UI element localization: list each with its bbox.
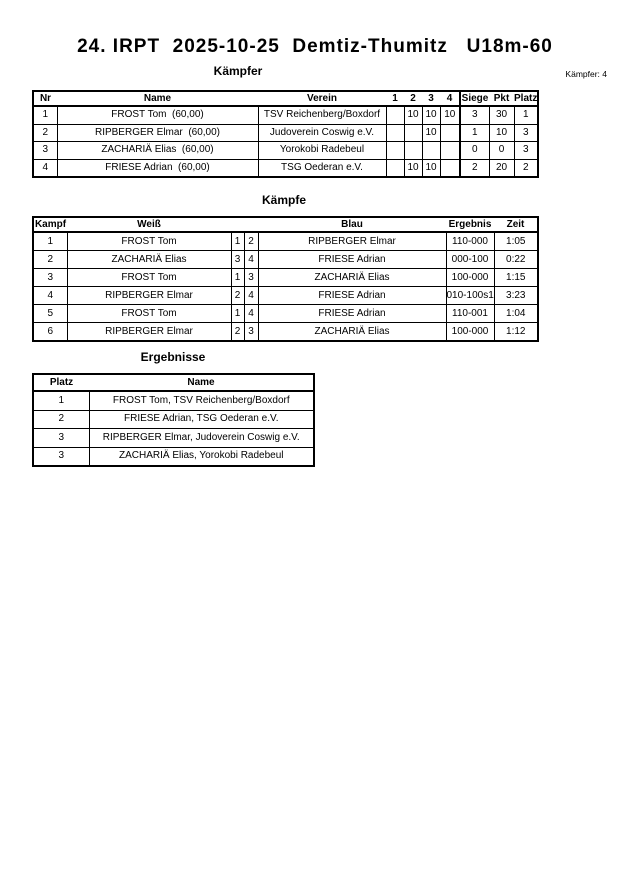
cell-platz: 2 [33, 410, 89, 429]
fights-table [32, 216, 539, 342]
cell-nr: 2 [33, 124, 57, 142]
cell-kampf-nr: 5 [33, 305, 67, 323]
cell-blau-nr: 4 [244, 287, 258, 305]
cell-blau-name: FRIESE Adrian [258, 251, 446, 269]
cell-zeit: 1:05 [494, 232, 538, 251]
header-round-1: 1 [386, 91, 404, 106]
header-kampf: Kampf [34, 219, 67, 230]
cell-zeit: 1:15 [494, 269, 538, 287]
results-section-title: Ergebnisse [140, 350, 206, 364]
cell-pkt: 20 [489, 159, 514, 177]
cell-round-1 [386, 106, 404, 124]
cell-pkt: 10 [489, 124, 514, 142]
header-ergebnis: Ergebnis [446, 217, 494, 232]
cell-blau-nr: 2 [244, 232, 258, 251]
cell-pkt: 0 [489, 142, 514, 160]
cell-weiss-name: ZACHARIÄ Elias [67, 251, 231, 269]
cell-name: ZACHARIÄ Elias (60,00) [57, 142, 258, 160]
cell-siege: 0 [460, 142, 489, 160]
cell-zeit: 3:23 [494, 287, 538, 305]
cell-blau-name: ZACHARIÄ Elias [258, 269, 446, 287]
table-row [33, 323, 538, 342]
table-row [33, 106, 538, 124]
cell-verein: TSV Reichenberg/Boxdorf [258, 106, 386, 124]
header-verein: Verein [258, 91, 386, 106]
table-row [33, 410, 314, 429]
cell-weiss-nr: 3 [231, 251, 244, 269]
table-row [33, 287, 538, 305]
cell-blau-name: RIPBERGER Elmar [258, 232, 446, 251]
cell-round-3 [422, 142, 440, 160]
fights-section-title: Kämpfe [261, 193, 306, 207]
header-empty [231, 217, 244, 232]
cell-round-3: 10 [422, 159, 440, 177]
cell-verein: TSG Oederan e.V. [258, 159, 386, 177]
cell-zeit: 0:22 [494, 251, 538, 269]
cell-round-1 [386, 124, 404, 142]
cell-blau-name: ZACHARIÄ Elias [258, 323, 446, 342]
cell-round-1 [386, 159, 404, 177]
cell-kampf-nr: 6 [33, 323, 67, 342]
cell-kampf-nr: 1 [33, 232, 67, 251]
cell-weiss-name: FROST Tom [67, 269, 231, 287]
cell-platz: 3 [514, 142, 538, 160]
cell-blau-name: FRIESE Adrian [258, 305, 446, 323]
table-row [33, 142, 538, 160]
cell-platz: 3 [33, 429, 89, 448]
cell-weiss-name: FROST Tom [67, 232, 231, 251]
cell-weiss-name: FROST Tom [67, 305, 231, 323]
cell-platz: 2 [514, 159, 538, 177]
cell-platz: 3 [33, 447, 89, 466]
table-row [33, 251, 538, 269]
header-nr: Nr [33, 91, 57, 106]
cell-ergebnis: 100-000 [446, 269, 494, 287]
cell-round-2: 10 [404, 106, 422, 124]
cell-nr: 4 [33, 159, 57, 177]
header-name: Name [89, 374, 314, 391]
cell-zeit: 1:12 [494, 323, 538, 342]
header-platz: Platz [33, 374, 89, 391]
table-header-row [33, 217, 538, 232]
cell-platz: 1 [514, 106, 538, 124]
page-title: 24. IRPT 2025-10-25 Demtiz-Thumitz U18m-60 [77, 36, 553, 57]
table-row [33, 447, 314, 466]
table-row [33, 429, 314, 448]
cell-name: RIPBERGER Elmar (60,00) [57, 124, 258, 142]
fighters-table [32, 90, 539, 178]
cell-round-1 [386, 142, 404, 160]
cell-siege: 3 [460, 106, 489, 124]
cell-name: FROST Tom (60,00) [57, 106, 258, 124]
cell-kampf-nr: 2 [33, 251, 67, 269]
header-name: Name [57, 91, 258, 106]
cell-name: FROST Tom, TSV Reichenberg/Boxdorf [89, 391, 314, 410]
cell-round-2: 10 [404, 159, 422, 177]
header-weiss: Weiß [67, 217, 231, 232]
cell-blau-name: FRIESE Adrian [258, 287, 446, 305]
cell-round-4 [440, 142, 460, 160]
cell-name: FRIESE Adrian, TSG Oederan e.V. [89, 410, 314, 429]
cell-weiss-nr: 1 [231, 232, 244, 251]
cell-kampf-nr: 4 [33, 287, 67, 305]
cell-nr: 3 [33, 142, 57, 160]
cell-round-4 [440, 159, 460, 177]
cell-ergebnis: 000-100 [446, 251, 494, 269]
header-empty [244, 217, 258, 232]
cell-kampf-nr: 3 [33, 269, 67, 287]
header-blau: Blau [258, 217, 446, 232]
header-pkt: Pkt [489, 91, 514, 106]
cell-platz: 3 [514, 124, 538, 142]
cell-siege: 1 [460, 124, 489, 142]
fighter-count-label: Kämpfer: 4 [565, 69, 607, 79]
cell-siege: 2 [460, 159, 489, 177]
cell-zeit: 1:04 [494, 305, 538, 323]
cell-round-2 [404, 142, 422, 160]
cell-pkt: 30 [489, 106, 514, 124]
cell-weiss-name: RIPBERGER Elmar [67, 323, 231, 342]
table-header-row [33, 91, 538, 106]
cell-round-2 [404, 124, 422, 142]
header-round-4: 4 [440, 91, 460, 106]
cell-blau-nr: 4 [244, 251, 258, 269]
cell-weiss-nr: 1 [231, 269, 244, 287]
cell-ergebnis: 010-100s1 [446, 287, 494, 305]
table-row [33, 232, 538, 251]
cell-round-3: 10 [422, 106, 440, 124]
cell-weiss-nr: 2 [231, 287, 244, 305]
cell-round-3: 10 [422, 124, 440, 142]
cell-blau-nr: 4 [244, 305, 258, 323]
cell-nr: 1 [33, 106, 57, 124]
header-siege: Siege [461, 93, 489, 104]
fighters-section-title: Kämpfer [213, 64, 263, 78]
cell-ergebnis: 110-000 [446, 232, 494, 251]
table-row [33, 159, 538, 177]
cell-ergebnis: 110-001 [446, 305, 494, 323]
table-header-row [33, 374, 314, 391]
header-platz: Platz [514, 93, 538, 104]
cell-verein: Yorokobi Radebeul [258, 142, 386, 160]
results-table [32, 373, 315, 467]
table-row [33, 269, 538, 287]
cell-weiss-nr: 1 [231, 305, 244, 323]
cell-round-4: 10 [440, 106, 460, 124]
cell-blau-nr: 3 [244, 323, 258, 342]
cell-weiss-name: RIPBERGER Elmar [67, 287, 231, 305]
cell-name: RIPBERGER Elmar, Judoverein Coswig e.V. [89, 429, 314, 448]
cell-platz: 1 [33, 391, 89, 410]
header-round-3: 3 [422, 91, 440, 106]
cell-blau-nr: 3 [244, 269, 258, 287]
table-row [33, 391, 314, 410]
table-row [33, 124, 538, 142]
table-row [33, 305, 538, 323]
cell-weiss-nr: 2 [231, 323, 244, 342]
header-zeit: Zeit [494, 217, 538, 232]
cell-ergebnis: 100-000 [446, 323, 494, 342]
cell-name: ZACHARIÄ Elias, Yorokobi Radebeul [89, 447, 314, 466]
cell-verein: Judoverein Coswig e.V. [258, 124, 386, 142]
header-round-2: 2 [404, 91, 422, 106]
cell-name: FRIESE Adrian (60,00) [57, 159, 258, 177]
cell-round-4 [440, 124, 460, 142]
